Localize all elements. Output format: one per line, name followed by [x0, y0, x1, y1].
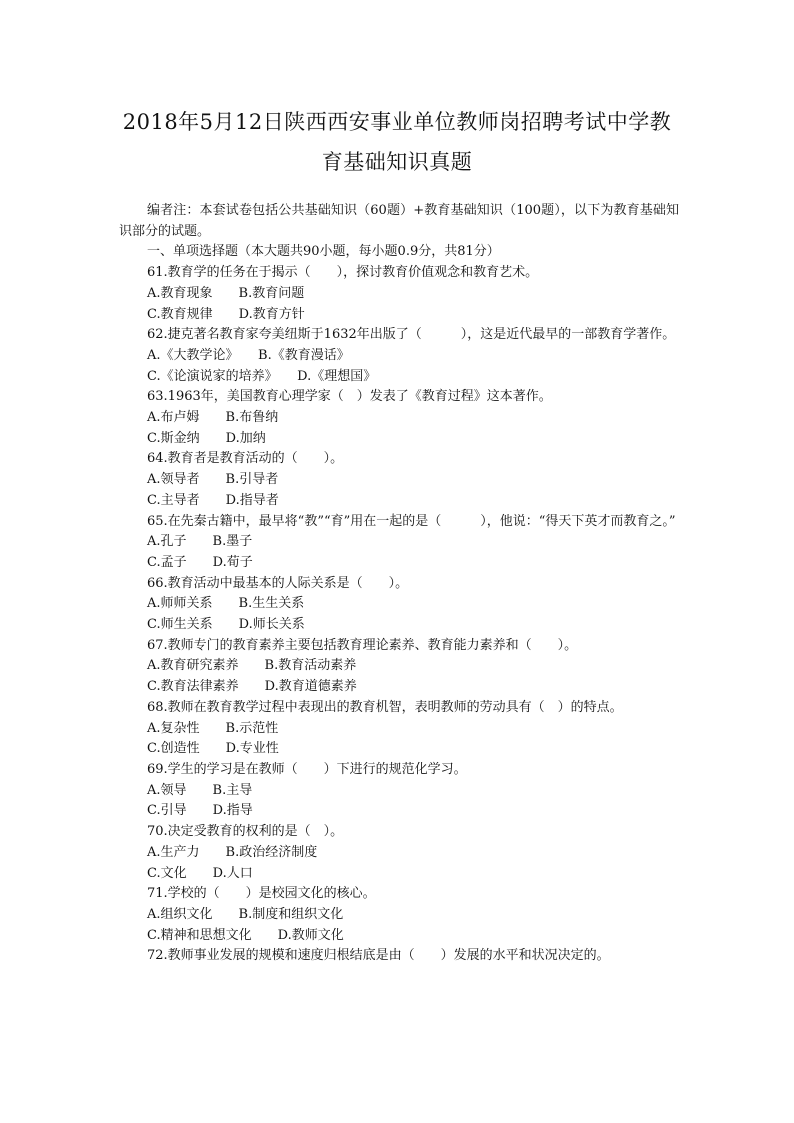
question-options: A.复杂性 B.示范性 [147, 720, 279, 736]
question-item [119, 946, 679, 967]
question-item [119, 574, 679, 636]
question-options: C.教育规律 D.教育方针 [147, 306, 305, 322]
question-stem: 64.教育者是教育活动的（ ）。 [147, 451, 344, 467]
question-stem: 72.教师事业发展的规模和速度归根结底是由（ ）发展的水平和状况决定的。 [147, 948, 610, 964]
question-options: C.文化 D.人口 [147, 865, 253, 881]
question-stem: 63.1963年，美国教育心理学家（ ）发表了《教育过程》这本著作。 [147, 389, 552, 405]
question-options: A.领导 B.主导 [147, 782, 253, 798]
question-options: C.师生关系 D.师长关系 [147, 617, 305, 633]
document-body [119, 201, 679, 967]
question-options: A.孔子 B.墨子 [147, 534, 253, 550]
question-options: A.组织文化 B.制度和组织文化 [147, 906, 344, 922]
question-stem: 65.在先秦古籍中，最早将“教”“育”用在一起的是（ ），他说：“得天下英才而教育之。” [147, 513, 676, 529]
editor-note: 编者注：本套试卷包括公共基础知识（60题）+教育基础知识（100题），以下为教育基础知识部分的试题。 [119, 203, 679, 239]
section-heading: 一、单项选择题（本大题共90小题，每小题0.9分，共81分） [147, 244, 500, 260]
question-stem: 62.捷克著名教育家夸美纽斯于1632年出版了（ ），这是近代最早的一部教育学著作。 [147, 327, 676, 343]
question-item [119, 884, 679, 946]
question-options: C.《论演说家的培养》 D.《理想国》 [147, 368, 377, 384]
question-options: A.师师关系 B.生生关系 [147, 596, 305, 612]
question-stem: 66.教育活动中最基本的人际关系是（ ）。 [147, 575, 409, 591]
question-options: C.斯金纳 D.加纳 [147, 430, 266, 446]
question-item [119, 263, 679, 325]
question-options: A.生产力 B.政治经济制度 [147, 844, 318, 860]
question-options: C.引导 D.指导 [147, 803, 253, 819]
question-item [119, 636, 679, 698]
question-stem: 70.决定受教育的权利的是（ ）。 [147, 824, 344, 840]
question-options: C.教育法律素养 D.教育道德素养 [147, 679, 357, 695]
question-stem: 69.学生的学习是在教师（ ）下进行的规范化学习。 [147, 761, 467, 777]
question-item [119, 325, 679, 387]
question-options: C.孟子 D.荀子 [147, 554, 253, 570]
question-options: C.创造性 D.专业性 [147, 741, 279, 757]
page-title-line-1: 2018年5月12日陕西西安事业单位教师岗招聘考试中学教 [122, 110, 672, 134]
question-options: A.《大教学论》 B.《教育漫话》 [147, 347, 350, 363]
question-options: C.主导者 D.指导者 [147, 492, 279, 508]
question-list [119, 263, 679, 967]
question-stem: 67.教师专门的教育素养主要包括教育理论素养、教育能力素养和（ ）。 [147, 637, 578, 653]
question-options: A.布卢姆 B.布鲁纳 [147, 410, 279, 426]
question-item [119, 512, 679, 574]
question-item [119, 822, 679, 884]
question-stem: 71.学校的（ ）是校园文化的核心。 [147, 886, 376, 902]
question-item [119, 698, 679, 760]
question-options: A.领导者 B.引导者 [147, 472, 279, 488]
question-options: A.教育研究素养 B.教育活动素养 [147, 658, 357, 674]
question-stem: 68.教师在教育教学过程中表现出的教育机智，表明教师的劳动具有（ ）的特点。 [147, 699, 623, 715]
question-item [119, 760, 679, 822]
question-options: C.精神和思想文化 D.教师文化 [147, 927, 344, 943]
question-options: A.教育现象 B.教育问题 [147, 285, 305, 301]
question-item [119, 387, 679, 449]
page-title-line-2: 育基础知识真题 [321, 150, 473, 174]
question-item [119, 449, 679, 511]
question-stem: 61.教育学的任务在于揭示（ ），探讨教育价值观念和教育艺术。 [147, 265, 539, 281]
